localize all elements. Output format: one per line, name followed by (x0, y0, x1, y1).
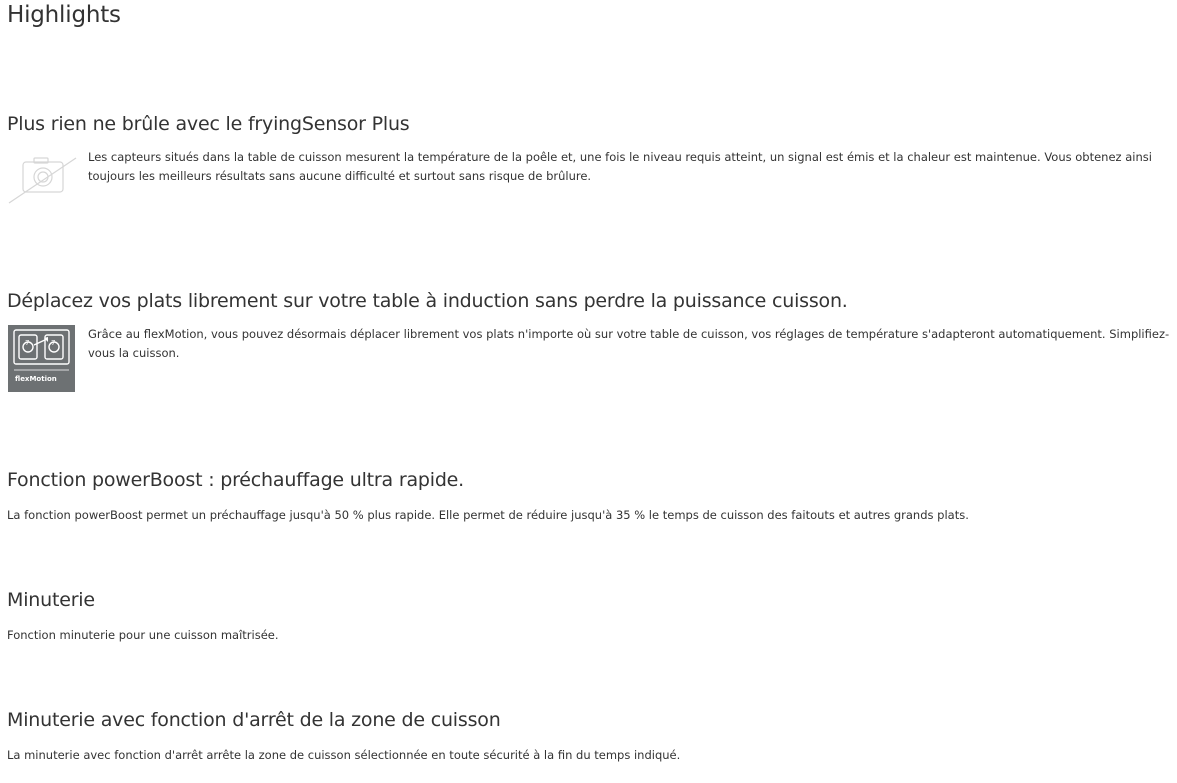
page-title: Highlights (7, 2, 121, 28)
highlight-section-minuterie (7, 589, 1171, 645)
flexmotion-digit-left: 7 (25, 339, 30, 347)
section-title: Déplacez vos plats librement sur votre table à induction sans perdre la puissance cuisson. (7, 290, 848, 312)
highlight-section-powerboost (7, 469, 1171, 525)
section-title: Minuterie (7, 589, 95, 611)
flexmotion-digit-right: 7 (51, 339, 56, 347)
section-title: Fonction powerBoost : préchauffage ultra rapide. (7, 469, 465, 491)
highlight-section-minuterie-arret (7, 709, 1171, 765)
section-title: Minuterie avec fonction d'arrêt de la zone de cuisson (7, 709, 501, 731)
section-title: Plus rien ne brûle avec le fryingSensor Plus (7, 113, 410, 135)
highlight-section-frying-sensor (7, 113, 1171, 208)
highlight-section-flexmotion (7, 290, 1171, 392)
flexmotion-caption: flexMotion (15, 375, 57, 383)
section-description: La fonction powerBoost permet un préchauffage jusqu'à 50 % plus rapide. Elle permet de réduire jusqu'à 35 % le temps de cuisson des faitouts et autres grands plats. (7, 508, 969, 522)
section-description: Fonction minuterie pour une cuisson maîtrisée. (7, 628, 279, 642)
section-description: La minuterie avec fonction d'arrêt arrête la zone de cuisson sélectionnée en toute sécurité à la fin du temps indiqué. (7, 748, 681, 762)
flexmotion-icon (8, 325, 75, 392)
camera-placeholder-icon (8, 150, 78, 206)
section-description: Les capteurs situés dans la table de cuisson mesurent la température de la poêle et, une fois le niveau requis atteint, un signal est émis et la chaleur est maintenue. Vous obtenez ainsi toujours les meilleurs résultats sans aucune difficulté et surtout sans risque de brûlure. (88, 150, 1152, 183)
section-description: Grâce au flexMotion, vous pouvez désormais déplacer librement vos plats n'importe où sur votre table de cuisson, vos réglages de température s'adapteront automatiquement. Simplifiez-vous la cuisson. (88, 327, 1170, 360)
